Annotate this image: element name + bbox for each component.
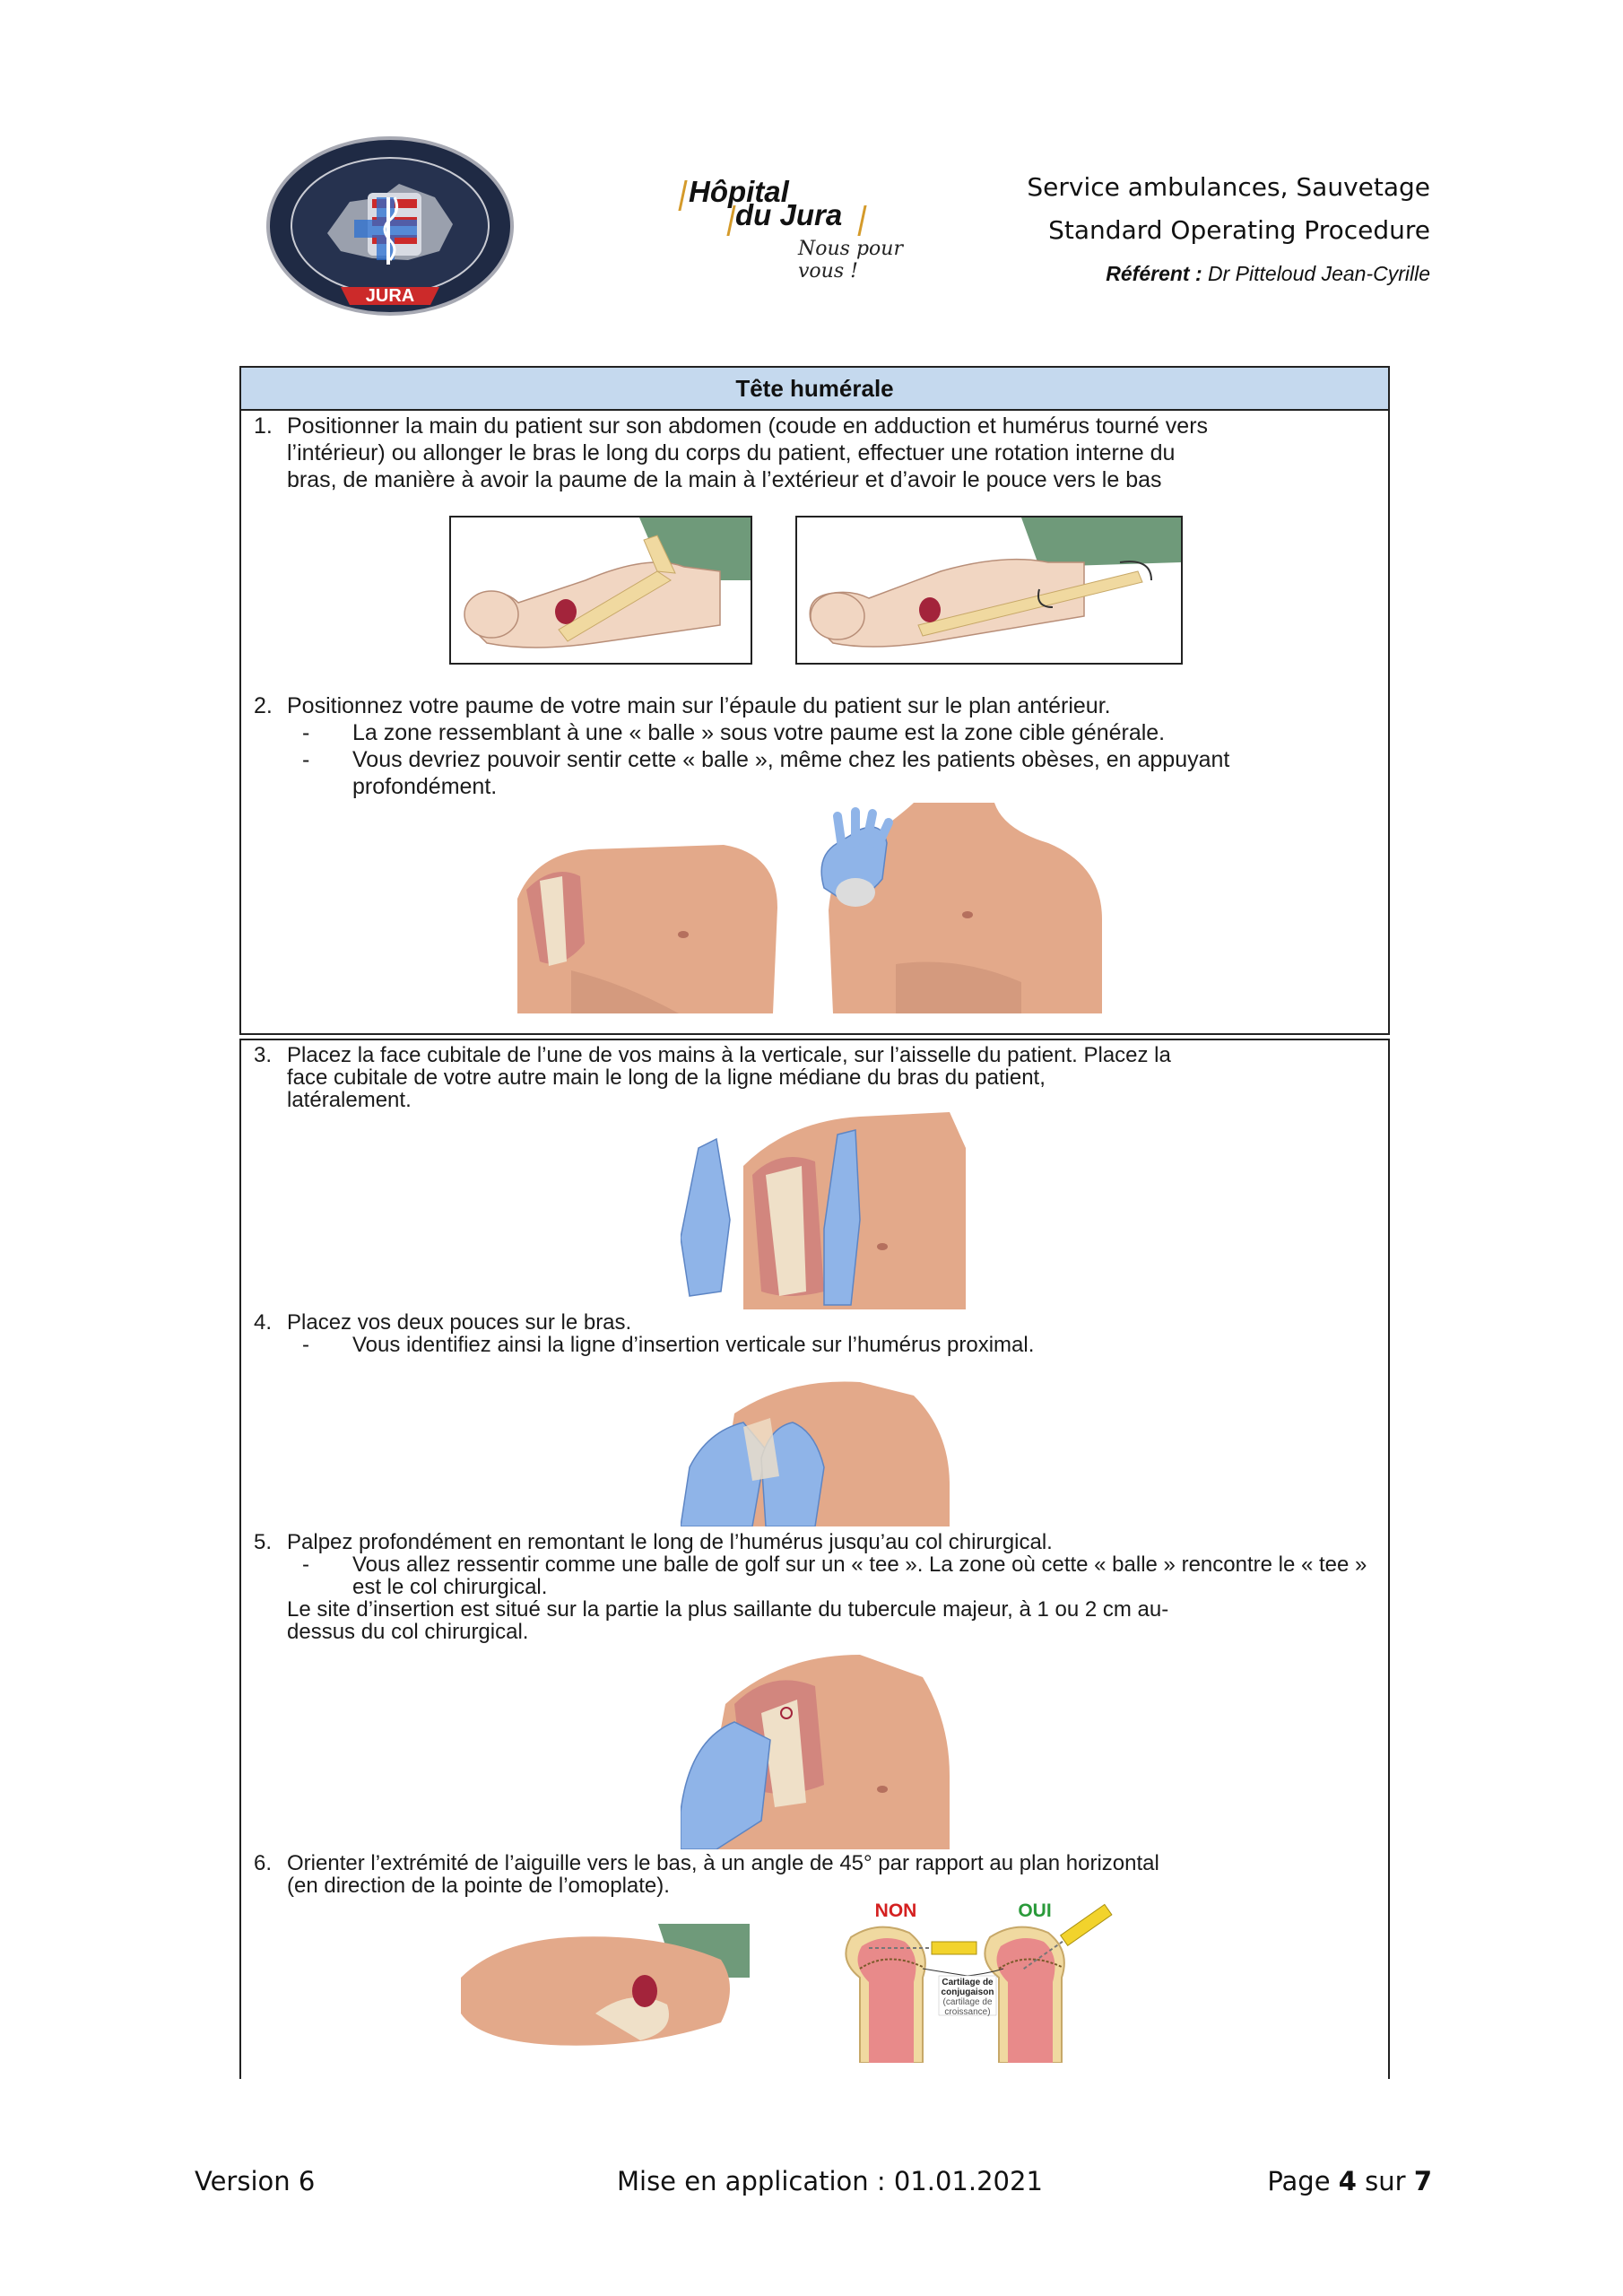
illustration-palm-on-shoulder [815, 803, 1111, 1013]
hospital-logo [681, 175, 950, 283]
label-non: NON [874, 1900, 917, 1921]
illustration-thumbs-on-arm [681, 1378, 950, 1526]
procedure-box-2 [239, 1039, 1390, 2079]
referent-label: Référent : [1106, 262, 1202, 285]
step-line: Le site d’insertion est situé sur la partie la plus saillante du tubercule majeur, à 1 ou 2 cm au- [287, 1597, 1169, 1622]
footer-page [1267, 2166, 1432, 2196]
label-oui: OUI [1018, 1900, 1052, 1921]
header-sop-title: Standard Operating Procedure [1048, 215, 1430, 245]
step-line: Orienter l’extrémité de l’aiguille vers le bas, à un angle de 45° par rapport au plan horizontal [287, 1851, 1159, 1875]
step-number: 1. [254, 413, 273, 439]
header-service-title: Service ambulances, Sauvetage [1027, 172, 1430, 202]
section-title: Tête humérale [241, 368, 1388, 411]
step-bullet: - La zone ressemblant à une « balle » sous votre paume est la zone cible générale. [302, 719, 1376, 746]
step-number: 5. [254, 1530, 273, 1554]
step-line: face cubitale de votre autre main le long de la ligne médiane du bras du patient, [287, 1065, 1046, 1090]
page-number: 4 [1338, 2166, 1357, 2196]
step-line: Palpez profondément en remontant le long de l’humérus jusqu’au col chirurgical. [287, 1530, 1053, 1554]
illustration-palpate-surgical-neck [681, 1650, 950, 1849]
illustration-shoulder-anatomy [517, 836, 786, 1013]
footer-version: Version 6 [195, 2166, 316, 2196]
step-bullet: - Vous allez ressentir comme une balle de golf sur un « tee ». La zone où cette « balle » rencontre le « tee » est le col chirurgical. [302, 1553, 1376, 1598]
service-logo [265, 135, 516, 318]
step-number: 2. [254, 693, 273, 718]
hospital-logo-line1: Hôpital [689, 175, 789, 208]
step-line: (en direction de la pointe de l’omoplate). [287, 1874, 670, 1898]
footer-date: Mise en application : 01.01.2021 [617, 2166, 1043, 2196]
step-line: dessus du col chirurgical. [287, 1620, 529, 1644]
document-header-info [1027, 166, 1430, 295]
cartilage-label: Cartilage de conjugaison [941, 1978, 994, 1997]
step-number: 4. [254, 1310, 273, 1335]
step-number: 6. [254, 1851, 273, 1875]
step-line: l’intérieur) ou allonger le bras le long du corps du patient, effectuer une rotation interne du [287, 440, 1176, 465]
cartilage-sublabel: (cartilage de croissance) [942, 1997, 993, 2017]
illustration-arm-adduction [449, 516, 752, 665]
page-total: 7 [1413, 2166, 1432, 2196]
page-prefix: Page [1267, 2166, 1339, 2196]
step-line: bras, de manière à avoir la paume de la main à l’extérieur et d’avoir le pouce vers le bas [287, 467, 1162, 492]
step-line: Positionner la main du patient sur son abdomen (coude en adduction et humérus tourné vers [287, 413, 1209, 439]
service-logo-name: JURA [365, 286, 415, 306]
procedure-box-1 [239, 366, 1390, 1035]
illustration-needle-insertion-patient [461, 1924, 750, 2049]
step-bullet: - Vous identifiez ainsi la ligne d’insertion verticale sur l’humérus proximal. [302, 1334, 1376, 1356]
step-line: latéralement. [287, 1088, 412, 1112]
diagram-humerus-non-oui [833, 1897, 1183, 2063]
illustration-ulnar-hands-axilla [681, 1112, 966, 1309]
step-line: Placez la face cubitale de l’une de vos mains à la verticale, sur l’aisselle du patient. Placez la [287, 1043, 1171, 1067]
illustration-arm-along-body [795, 516, 1183, 665]
page-mid: sur [1356, 2166, 1414, 2196]
header-referent [1027, 252, 1430, 295]
step-line: Placez vos deux pouces sur le bras. [287, 1310, 632, 1335]
step-number: 3. [254, 1043, 273, 1067]
hospital-logo-line2: du Jura [735, 198, 843, 231]
step-line: Positionnez votre paume de votre main sur l’épaule du patient sur le plan antérieur. [287, 693, 1111, 718]
step-bullet: - Vous devriez pouvoir sentir cette « balle », même chez les patients obèses, en appuyant profondément. [302, 746, 1376, 800]
hospital-logo-tagline: Nous pour vous ! [798, 238, 903, 283]
referent-name: Dr Pitteloud Jean-Cyrille [1208, 262, 1430, 285]
